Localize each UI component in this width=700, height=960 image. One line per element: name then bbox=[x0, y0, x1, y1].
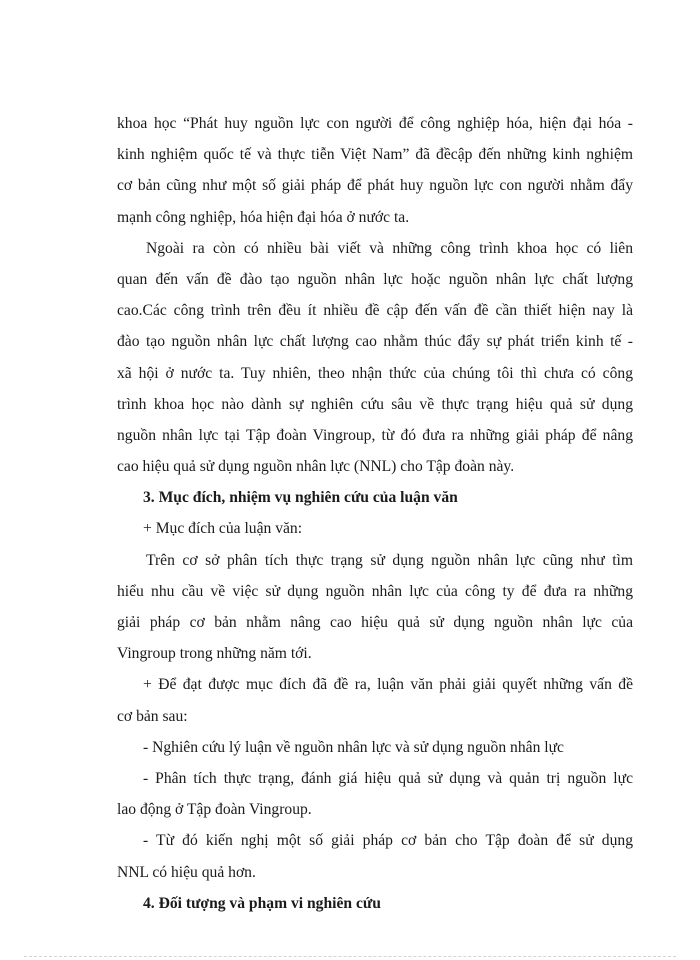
section-heading: 4. Đối tượng và phạm vi nghiên cứu bbox=[143, 894, 381, 912]
text-line: - Nghiên cứu lý luận về nguồn nhân lực và sử dụng nguồn nhân lực bbox=[143, 738, 564, 756]
section-heading: 3. Mục đích, nhiệm vụ nghiên cứu của luận văn bbox=[143, 489, 458, 507]
text-line: + Mục đích của luận văn: bbox=[143, 520, 303, 538]
text-line: khoa học “Phát huy nguồn lực con người để công nghiệp hóa, hiện đại hóa - bbox=[117, 115, 633, 132]
text-line: Trên cơ sở phân tích thực trạng sử dụng nguồn nhân lực cũng như tìm bbox=[146, 551, 633, 569]
text-line: nguồn nhân lực tại Tập đoàn Vingroup, từ đó đưa ra những giải pháp để nâng bbox=[117, 426, 633, 444]
document-body bbox=[117, 108, 633, 919]
text-line: Vingroup trong những năm tới. bbox=[117, 645, 312, 663]
text-line: cơ bản sau: bbox=[117, 707, 188, 725]
text-line: giải pháp cơ bản nhằm nâng cao hiệu quả sử dụng nguồn nhân lực của bbox=[117, 614, 633, 631]
text-line: lao động ở Tập đoàn Vingroup. bbox=[117, 801, 312, 819]
text-line: hiểu nhu cầu về việc sử dụng nguồn nhân lực của công ty để đưa ra những bbox=[117, 582, 633, 600]
text-line: NNL có hiệu quả hơn. bbox=[117, 863, 256, 881]
text-line: đào tạo nguồn nhân lực chất lượng cao nhằm thúc đẩy sự phát triển kinh tế - bbox=[117, 333, 633, 351]
text-line: xã hội ở nước ta. Tuy nhiên, theo nhận thức của chúng tôi thì chưa có công bbox=[117, 364, 633, 382]
page-bottom-rule bbox=[24, 956, 676, 957]
text-line: quan đến vấn đề đào tạo nguồn nhân lực hoặc nguồn nhân lực chất lượng bbox=[117, 270, 633, 288]
text-line: trình khoa học nào dành sự nghiên cứu sâu về thực trạng hiệu quả sử dụng bbox=[117, 395, 633, 413]
text-line: - Từ đó kiến nghị một số giải pháp cơ bản cho Tập đoàn để sử dụng bbox=[143, 832, 633, 850]
text-line: Ngoài ra còn có nhiều bài viết và những công trình khoa học có liên bbox=[146, 239, 633, 257]
text-line: mạnh công nghiệp, hóa hiện đại hóa ở nước ta. bbox=[117, 208, 410, 226]
text-line: kinh nghiệm quốc tế và thực tiễn Việt Nam” đã đềcập đến những kinh nghiệm bbox=[117, 146, 633, 164]
text-line: - Phân tích thực trạng, đánh giá hiệu quả sử dụng và quản trị nguồn lực bbox=[143, 769, 633, 787]
text-line: + Để đạt được mục đích đã đề ra, luận văn phải giải quyết những vấn đề bbox=[143, 676, 633, 694]
text-line: cao.Các công trình trên đều ít nhiều đề cập đến vấn đề cần thiết hiện nay là bbox=[117, 302, 633, 320]
text-line: cao hiệu quả sử dụng nguồn nhân lực (NNL) cho Tập đoàn này. bbox=[117, 458, 515, 476]
text-line: cơ bản cũng như một số giải pháp để phát huy nguồn lực con người nhằm đẩy bbox=[117, 177, 633, 195]
